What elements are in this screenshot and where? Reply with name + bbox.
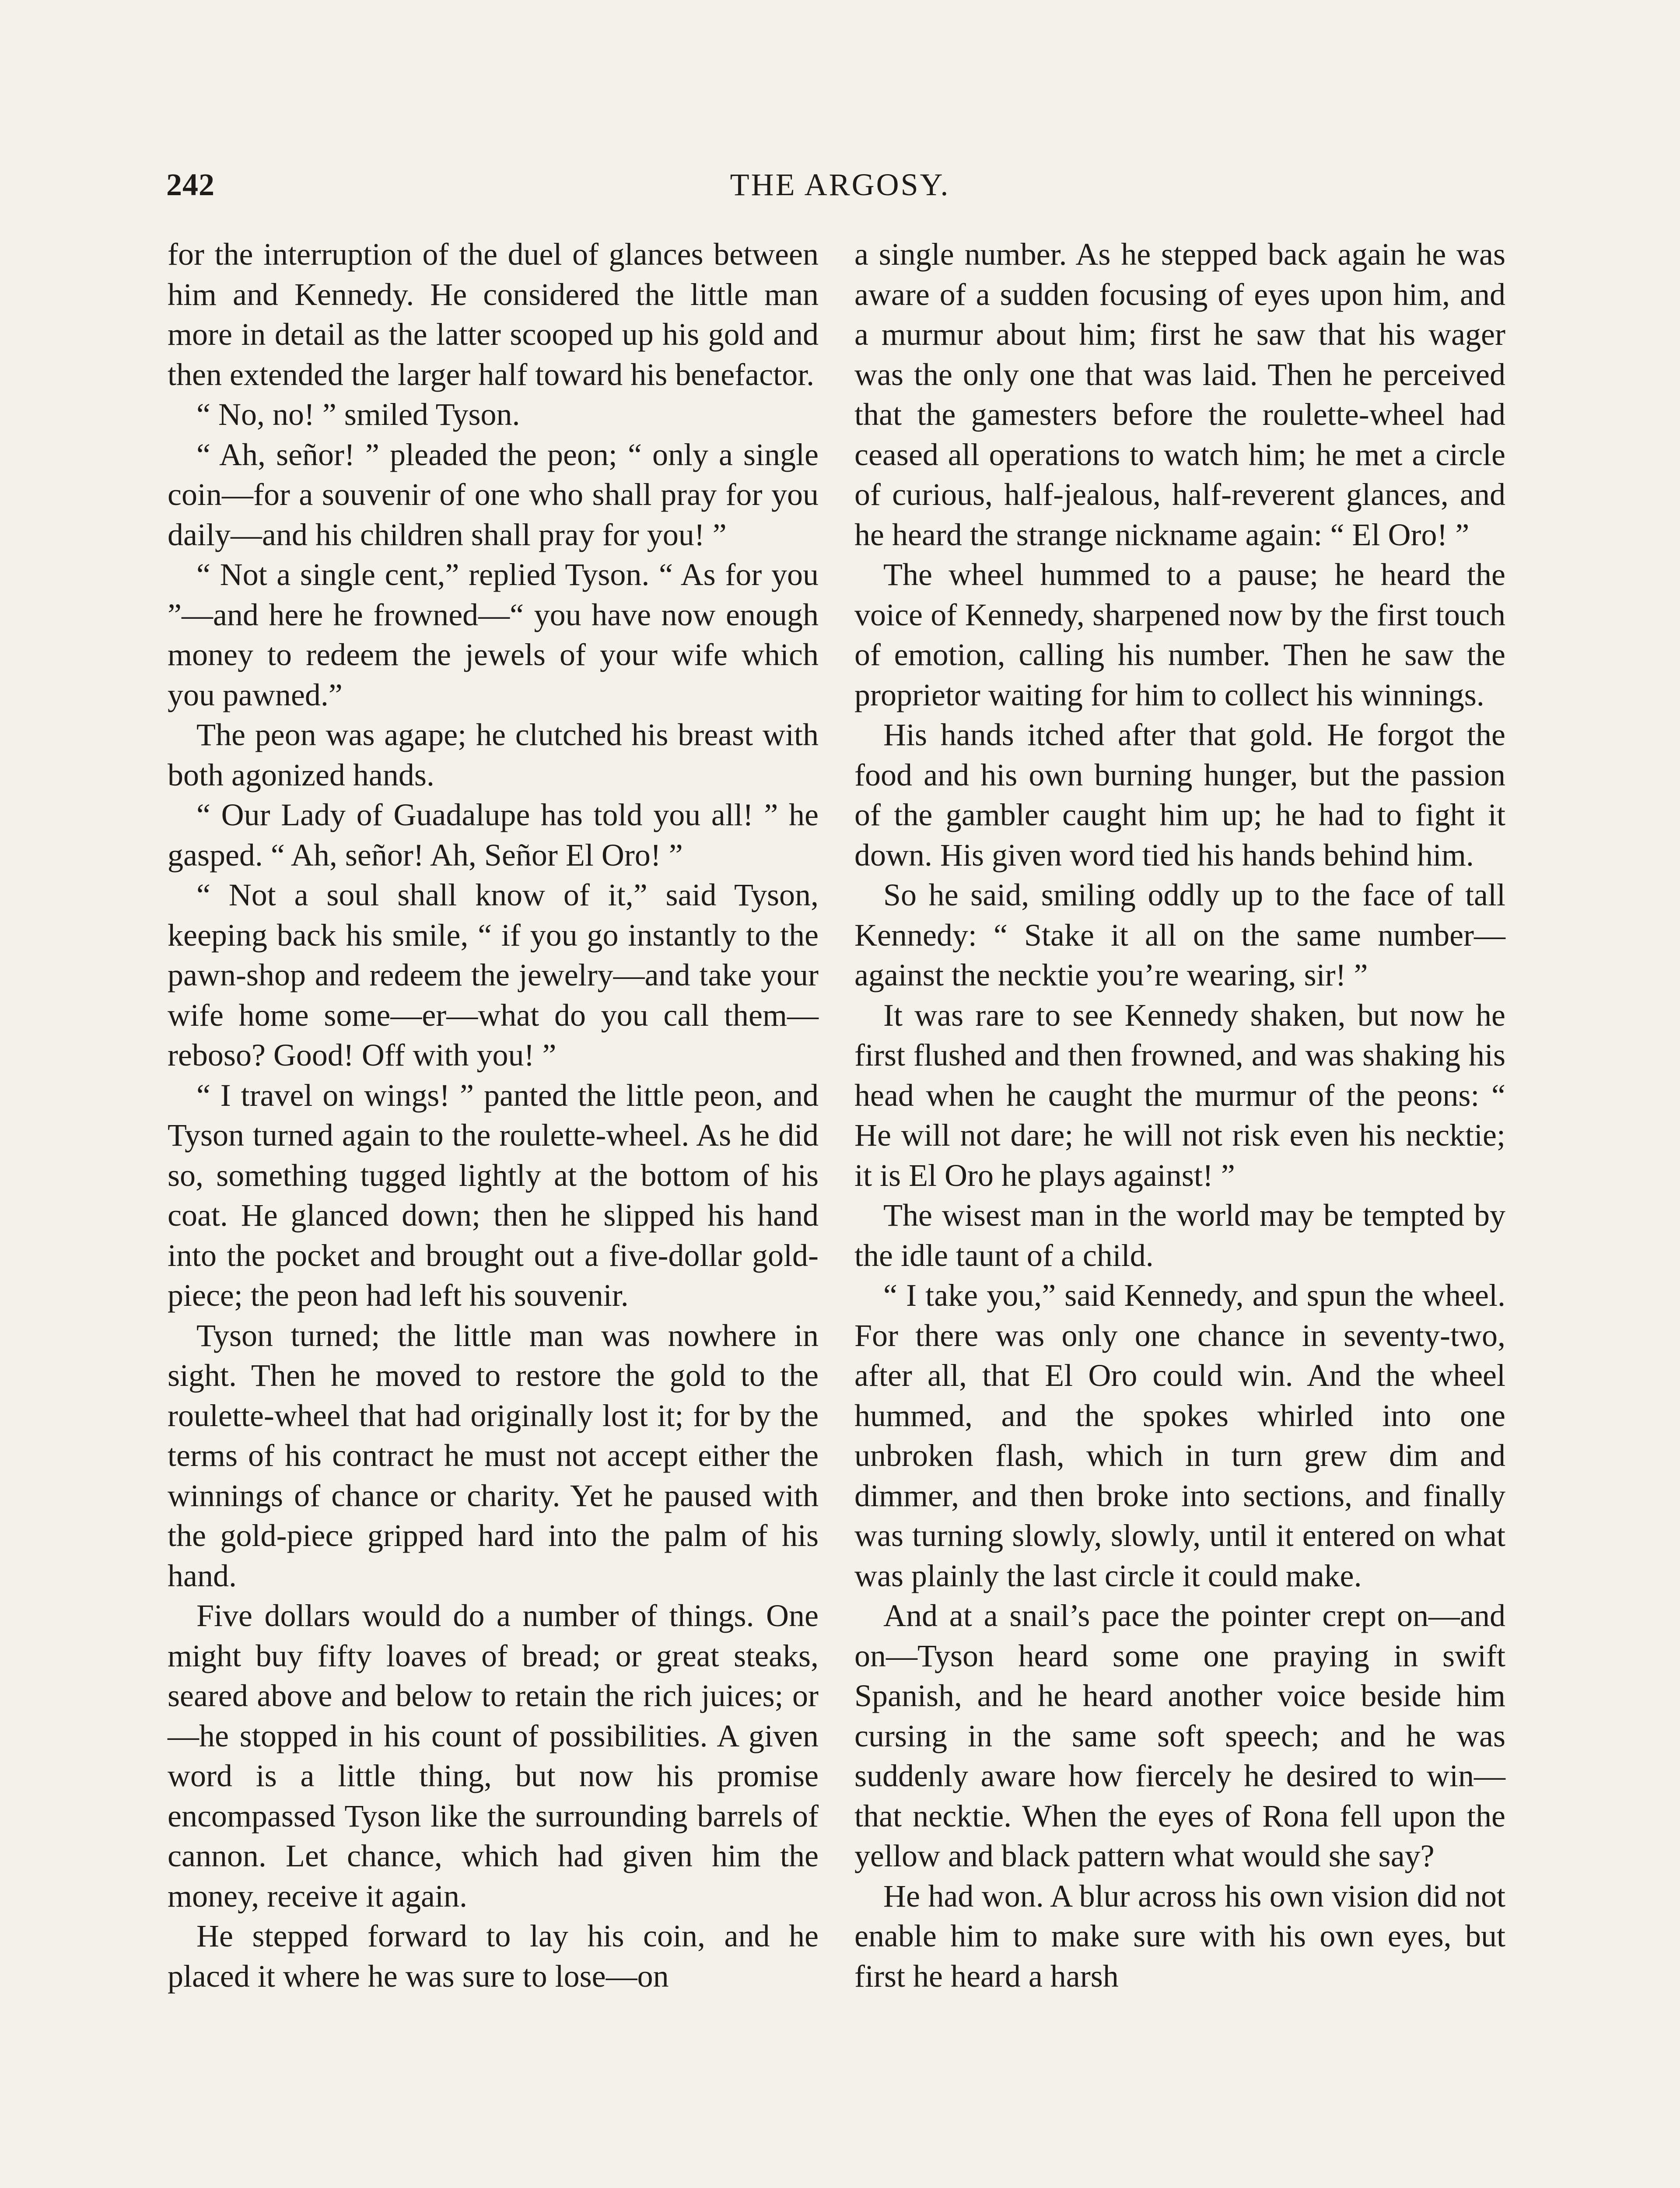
paragraph: So he said, smiling oddly up to the face of tall Kennedy: “ Stake it all on the same number—against the necktie you’re wearing, sir! ” (854, 877, 1505, 992)
paragraph: a single number. As he stepped back again he was aware of a sudden focusing of eyes upon him, and a murmur about him; first he saw that his wager was the only one that was laid. Then he perceived that the gamesters before the roulette-wheel had ceased all operations to watch him; he met a circle of curious, half-jealous, half-reverent glances, and he heard the strange nickname again: “ El Oro! ” (854, 237, 1505, 552)
running-head (166, 163, 1514, 211)
journal-title: THE ARGOSY. (730, 167, 950, 202)
paragraph: And at a snail’s pace the pointer crept on—and on—Tyson heard some one praying in swift Spanish, and he heard another voice beside him cursing in the same soft speech; and he was suddenly aware how fiercely he desired to win—that necktie. When the eyes of Rona fell upon the yellow and black pattern what would she say? (854, 1598, 1505, 1873)
paragraph: It was rare to see Kennedy shaken, but now he first flushed and then frowned, and was shaking his head when he caught the murmur of the peons: “ He will not dare; he will not risk even his necktie; it is El Oro he plays against! ” (854, 997, 1505, 1193)
paragraph: The wisest man in the world may be tempted by the idle taunt of a child. (854, 1198, 1505, 1273)
paragraph: “ Ah, señor! ” pleaded the peon; “ only a single coin—for a souvenir of one who shall pray for you daily—and his children shall pray for you! ” (168, 437, 819, 552)
paragraph: “ Not a single cent,” replied Tyson. “ As for you ”—and here he frowned—“ you have now enough money to redeem the jewels of your wife which you pawned.” (168, 557, 819, 712)
paragraph: The wheel hummed to a pause; he heard the voice of Kennedy, sharpened now by the first touch of emotion, calling his number. Then he saw the proprietor waiting for him to collect his winnings. (854, 557, 1505, 712)
paragraph: Tyson turned; the little man was nowhere in sight. Then he moved to restore the gold to the roulette-wheel that had originally lost it; for by the terms of his contract he must not accept either the winnings of chance or charity. Yet he paused with the gold-piece gripped hard into the palm of his hand. (168, 1318, 819, 1593)
paragraph: Five dollars would do a number of things. One might buy fifty loaves of bread; or great steaks, seared above and below to retain the rich juices; or—he stopped in his count of possibilities. A given word is a little thing, but now his promise encompassed Tyson like the surrounding barrels of cannon. Let chance, which had given him the money, receive it again. (168, 1598, 819, 1914)
paragraph: “ Our Lady of Guadalupe has told you all! ” he gasped. “ Ah, señor! Ah, Señor El Oro! ” (168, 797, 819, 873)
page-number: 242 (166, 167, 215, 202)
paragraph: He had won. A blur across his own vision did not enable him to make sure with his own eyes, but first he heard a harsh (854, 1878, 1505, 1994)
paragraph: “ I take you,” said Kennedy, and spun the wheel. For there was only one chance in seventy-two, after all, that El Oro could win. And the wheel hummed, and the spokes whirled into one unbroken flash, which in turn grew dim and dimmer, and then broke into sections, and finally was turning slowly, slowly, until it entered on what was plainly the last circle it could make. (854, 1278, 1505, 1593)
paragraph: “ I travel on wings! ” panted the little peon, and Tyson turned again to the roulette-wheel. As he did so, something tugged lightly at the bottom of his coat. He glanced down; then he slipped his hand into the pocket and brought out a five-dollar gold-piece; the peon had left his souvenir. (168, 1077, 819, 1313)
paragraph: “ Not a soul shall know of it,” said Tyson, keeping back his smile, “ if you go instantly to the pawn-shop and redeem the jewelry—and take your wife home some—er—what do you call them—reboso? Good! Off with you! ” (168, 877, 819, 1073)
left-column (168, 235, 819, 1996)
paragraph: His hands itched after that gold. He forgot the food and his own burning hunger, but the passion of the gambler caught him up; he had to fight it down. His given word tied his hands behind him. (854, 717, 1505, 873)
paragraph: “ No, no! ” smiled Tyson. (196, 397, 520, 432)
right-column (854, 235, 1505, 1996)
paragraph: He stepped forward to lay his coin, and he placed it where he was sure to lose—on (168, 1918, 819, 1994)
paragraph: The peon was agape; he clutched his breast with both agonized hands. (168, 717, 819, 792)
paragraph: for the interruption of the duel of glances between him and Kennedy. He considered the little man more in detail as the latter scooped up his gold and then extended the larger half toward his benefactor. (168, 237, 819, 392)
